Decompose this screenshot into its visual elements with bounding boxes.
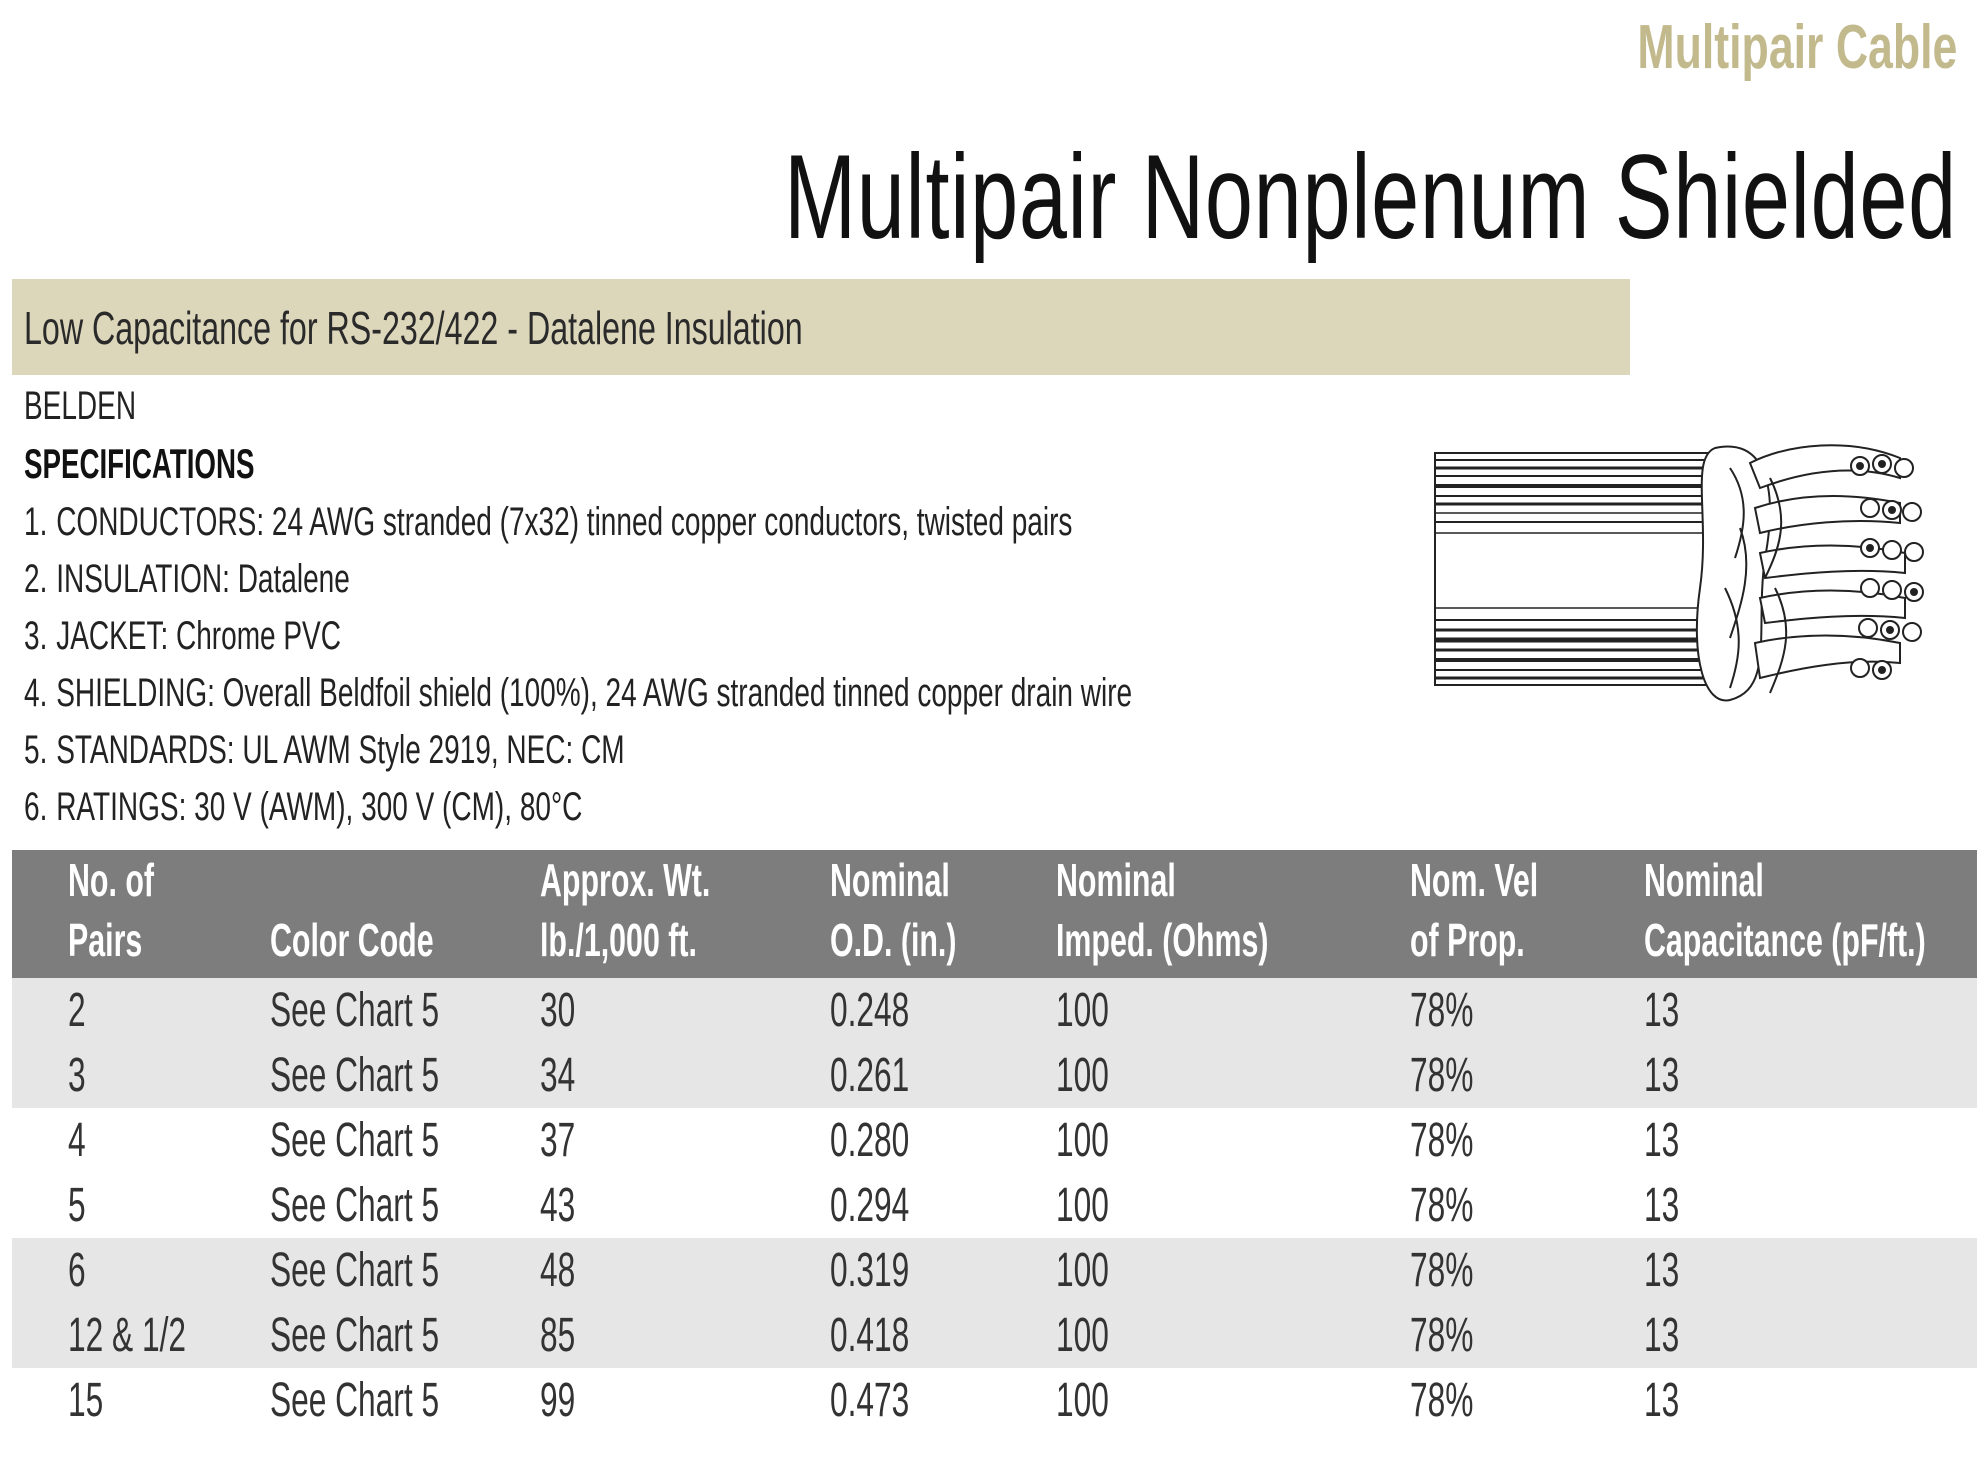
cell-od: 0.294 bbox=[830, 1179, 910, 1232]
spec-item-conductors bbox=[24, 500, 1132, 557]
cell-velocity: 78% bbox=[1410, 1309, 1474, 1362]
page-title: Multipair Nonplenum Shielded bbox=[784, 130, 1957, 264]
header-pairs: No. of Pairs bbox=[68, 854, 154, 966]
cell-impedance: 100 bbox=[1056, 1049, 1109, 1102]
spec-number: 6. bbox=[24, 785, 48, 829]
cell-pairs: 2 bbox=[68, 984, 86, 1037]
cell-impedance: 100 bbox=[1056, 1179, 1109, 1232]
cell-velocity: 78% bbox=[1410, 1374, 1474, 1427]
cell-od: 0.248 bbox=[830, 984, 910, 1037]
cell-od: 0.261 bbox=[830, 1049, 910, 1102]
cell-capacitance: 13 bbox=[1644, 1309, 1680, 1362]
spec-text: RATINGS: 30 V (AWM), 300 V (CM), 80°C bbox=[56, 785, 583, 829]
cell-impedance: 100 bbox=[1056, 984, 1109, 1037]
cell-color-code: See Chart 5 bbox=[270, 1309, 440, 1362]
cable-pairs bbox=[1750, 445, 1905, 693]
cell-weight: 43 bbox=[540, 1179, 576, 1232]
header-od: Nominal O.D. (in.) bbox=[830, 854, 957, 966]
spec-number: 2. bbox=[24, 557, 48, 601]
cell-impedance: 100 bbox=[1056, 1244, 1109, 1297]
spec-number: 5. bbox=[24, 728, 48, 772]
table-row bbox=[12, 1368, 1977, 1433]
cell-pairs: 5 bbox=[68, 1179, 86, 1232]
cell-color-code: See Chart 5 bbox=[270, 1244, 440, 1297]
cable-illustration bbox=[1430, 438, 1930, 738]
header-color-code: Color Code bbox=[270, 914, 434, 966]
cell-pairs: 3 bbox=[68, 1049, 86, 1102]
spec-text: STANDARDS: UL AWM Style 2919, NEC: CM bbox=[56, 728, 625, 772]
cell-od: 0.473 bbox=[830, 1374, 910, 1427]
spec-text: INSULATION: Datalene bbox=[56, 557, 350, 601]
cell-weight: 34 bbox=[540, 1049, 576, 1102]
table-row bbox=[12, 978, 1977, 1043]
spec-item-insulation bbox=[24, 557, 1132, 614]
specifications-list bbox=[24, 500, 1607, 842]
header-capacitance: Nominal Capacitance (pF/ft.) bbox=[1644, 854, 1926, 966]
cell-od: 0.280 bbox=[830, 1114, 910, 1167]
table-row bbox=[12, 1238, 1977, 1303]
cell-velocity: 78% bbox=[1410, 1179, 1474, 1232]
subtitle-bar bbox=[12, 279, 1630, 375]
table-row bbox=[12, 1043, 1977, 1108]
cell-od: 0.319 bbox=[830, 1244, 910, 1297]
spec-item-standards bbox=[24, 728, 1132, 785]
subtitle-text: Low Capacitance for RS-232/422 - Datalene Insulation bbox=[24, 302, 803, 354]
cell-velocity: 78% bbox=[1410, 1049, 1474, 1102]
spec-item-jacket bbox=[24, 614, 1132, 671]
cell-capacitance: 13 bbox=[1644, 1049, 1680, 1102]
spec-text: JACKET: Chrome PVC bbox=[56, 614, 341, 658]
cell-velocity: 78% bbox=[1410, 1244, 1474, 1297]
table-row bbox=[12, 1173, 1977, 1238]
cell-pairs: 12 & 1/2 bbox=[68, 1309, 187, 1362]
cell-velocity: 78% bbox=[1410, 1114, 1474, 1167]
cable-spec-table bbox=[12, 850, 1977, 1433]
cell-weight: 30 bbox=[540, 984, 576, 1037]
spec-number: 4. bbox=[24, 671, 48, 715]
cell-od: 0.418 bbox=[830, 1309, 910, 1362]
header-weight: Approx. Wt. lb./1,000 ft. bbox=[540, 854, 711, 966]
cell-impedance: 100 bbox=[1056, 1374, 1109, 1427]
cell-weight: 48 bbox=[540, 1244, 576, 1297]
cell-capacitance: 13 bbox=[1644, 1244, 1680, 1297]
cell-weight: 85 bbox=[540, 1309, 576, 1362]
cell-color-code: See Chart 5 bbox=[270, 1114, 440, 1167]
spec-item-shielding bbox=[24, 671, 1132, 728]
table-row bbox=[12, 1108, 1977, 1173]
cell-pairs: 4 bbox=[68, 1114, 86, 1167]
cell-capacitance: 13 bbox=[1644, 984, 1680, 1037]
cell-color-code: See Chart 5 bbox=[270, 984, 440, 1037]
header-velocity: Nom. Vel of Prop. bbox=[1410, 854, 1539, 966]
spec-text: SHIELDING: Overall Beldfoil shield (100%), 24 AWG stranded tinned copper drain wire bbox=[56, 671, 1133, 715]
cell-pairs: 6 bbox=[68, 1244, 86, 1297]
cell-velocity: 78% bbox=[1410, 984, 1474, 1037]
table-row bbox=[12, 1303, 1977, 1368]
cell-color-code: See Chart 5 bbox=[270, 1049, 440, 1102]
cell-color-code: See Chart 5 bbox=[270, 1374, 440, 1427]
section-label: Multipair Cable bbox=[1637, 13, 1957, 82]
header-impedance: Nominal Imped. (Ohms) bbox=[1056, 854, 1269, 966]
spec-item-ratings bbox=[24, 785, 1132, 842]
cell-color-code: See Chart 5 bbox=[270, 1179, 440, 1232]
spec-number: 3. bbox=[24, 614, 48, 658]
cell-capacitance: 13 bbox=[1644, 1179, 1680, 1232]
cable-jacket bbox=[1435, 453, 1725, 685]
cell-weight: 37 bbox=[540, 1114, 576, 1167]
spec-number: 1. bbox=[24, 500, 48, 544]
cell-impedance: 100 bbox=[1056, 1114, 1109, 1167]
cell-capacitance: 13 bbox=[1644, 1374, 1680, 1427]
cell-capacitance: 13 bbox=[1644, 1114, 1680, 1167]
spec-text: CONDUCTORS: 24 AWG stranded (7x32) tinned copper conductors, twisted pairs bbox=[56, 500, 1073, 544]
brand-name: BELDEN bbox=[24, 384, 137, 428]
cell-weight: 99 bbox=[540, 1374, 576, 1427]
cell-impedance: 100 bbox=[1056, 1309, 1109, 1362]
table-header-row bbox=[12, 850, 1977, 978]
specifications-heading: SPECIFICATIONS bbox=[24, 440, 255, 487]
cell-pairs: 15 bbox=[68, 1374, 104, 1427]
